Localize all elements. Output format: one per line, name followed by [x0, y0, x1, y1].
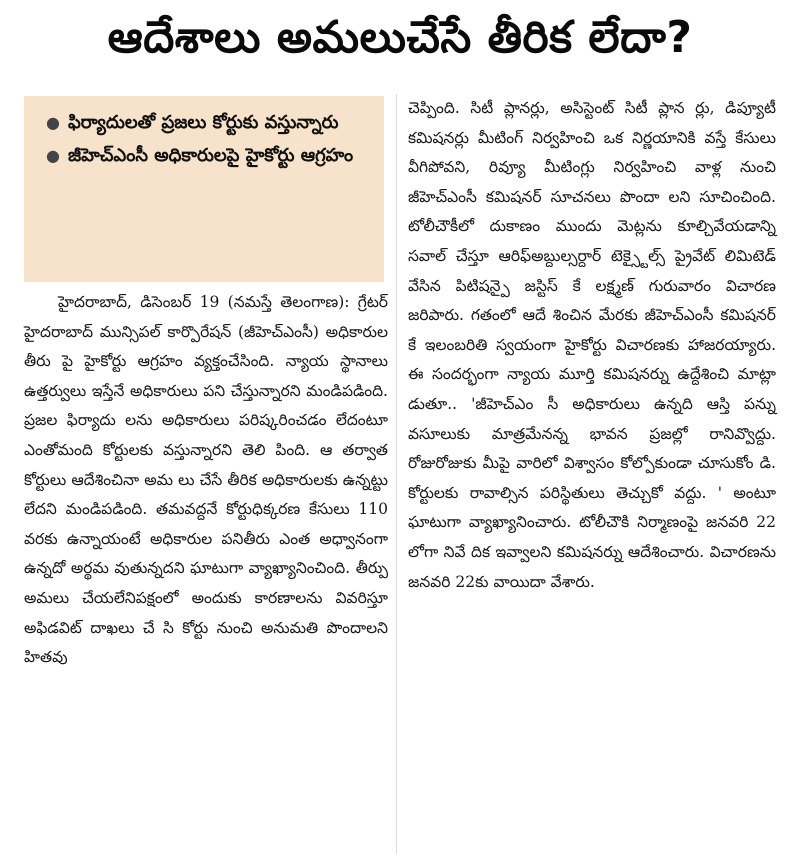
- headline: ఆదేశాలు అమలుచేసే తీరిక లేదా?: [107, 12, 693, 63]
- bullet-icon: ●: [46, 113, 60, 132]
- highlight-item: [46, 106, 370, 139]
- highlight-text: ఫిర్యాదులతో ప్రజలు కోర్టుకు వస్తున్నారు: [68, 112, 339, 133]
- highlight-item: [46, 139, 370, 172]
- bullet-icon: ●: [46, 146, 60, 165]
- article-paragraph-right: చెప్పింది. సిటీ ప్లానర్లు, అసిస్టెంట్ సిటీ ప్లాన ర్లు, డిప్యూటీ కమిషనర్లు మీటింగ్ నిర్వహించి ఒక నిర్ణయానికి వస్తే కేసులు వీగిపోవని, రివ్యూ మీటింగ్లు నిర్వహించి వాళ్ల నుంచి జీహెచ్ఎంసీ కమిషనర్ సూచనలు పొందా లని సూచించింది. టోలీచౌకీలో దుకాణం ముందు మెట్లను కూల్చివేయడాన్ని సవాల్ చేస్తూ ఆరిఫ్అబ్దుల్సర్దార్ టెక్స్టైల్స్ ప్రైవేట్ లిమిటెడ్ వేసిన పిటిషన్పై జస్టిస్ కే లక్ష్మణ్ గురువారం విచారణ జరిపారు. గతంలో ఆదే శించిన మేరకు జీహెచ్ఎంసీ కమిషనర్ కే ఇలంబరితి స్వయంగా హైకోర్టు విచారణకు హాజరయ్యారు. ఈ సందర్భంగా న్యాయ మూర్తి కమిషనర్ను ఉద్దేశించి మాట్లా డుతూ.. 'జీహెచ్ఎం సీ అధికారులు ఉన్నది ఆస్తి పన్ను వసూలుకు మాత్రమేనన్న భావన ప్రజల్లో రానివ్వొద్దు. రోజురోజుకు మీపై వారిలో విశ్వాసం కోల్పోకుండా చూసుకోం డి. కోర్టులకు రావాల్సిన పరిస్థితులు తెచ్చుకో వద్దు. ' అంటూ ఘాటుగా వ్యాఖ్యానించారు. టోలీచౌకి నిర్మాణంపై జనవరి 22 లోగా నివే దిక ఇవ్వాలని కమిషనర్ను ఆదేశించారు. విచారణను జనవరి 22కు వాయిదా వేశారు.: [408, 99, 776, 591]
- article-column-right: [408, 94, 776, 597]
- highlights-box: [24, 96, 384, 282]
- highlight-text: జీహెచ్ఎంసీ అధికారులపై హైకోర్టు ఆగ్రహం: [68, 145, 354, 166]
- article-column-left: [24, 288, 388, 673]
- column-divider: [396, 94, 397, 854]
- article-paragraph-left: హైదరాబాద్, డిసెంబర్ 19 (నమస్తే తెలంగాణ): గ్రేటర్ హైదరాబాద్ మున్సిపల్ కార్పొరేషన్ (జీహెచ్ఎంసీ) అధికారుల తీరు పై హైకోర్టు ఆగ్రహం వ్యక్తంచేసింది. న్యాయ స్థానాలు ఉత్తర్వులు ఇస్తేనే అధికారులు పని చేస్తున్నారని మండిపడింది. ప్రజల ఫిర్యాదు లను అధికారులు పరిష్కరించడం లేదంటూ ఎంతోమంది కోర్టులకు వస్తున్నారని తెలి పింది. ఆ తర్వాత కోర్టులు ఆదేశించినా అమ లు చేసే తీరిక అధికారులకు ఉన్నట్టు లేదని మండిపడింది. తమవద్దనే కోర్టుధిక్కరణ కేసులు 110 వరకు ఉన్నాయంటే అధికారుల పనితీరు ఎంత అధ్వానంగా ఉన్నదో అర్థమ వుతున్నదని ఘాటుగా వ్యాఖ్యానించింది. తీర్పు అమలు చేయలేనిపక్షంలో అందుకు కారణాలను వివరిస్తూ అఫిడవిట్ దాఖలు చే సి కోర్టు నుంచి అనుమతి పొందాలని హితవు: [24, 293, 388, 667]
